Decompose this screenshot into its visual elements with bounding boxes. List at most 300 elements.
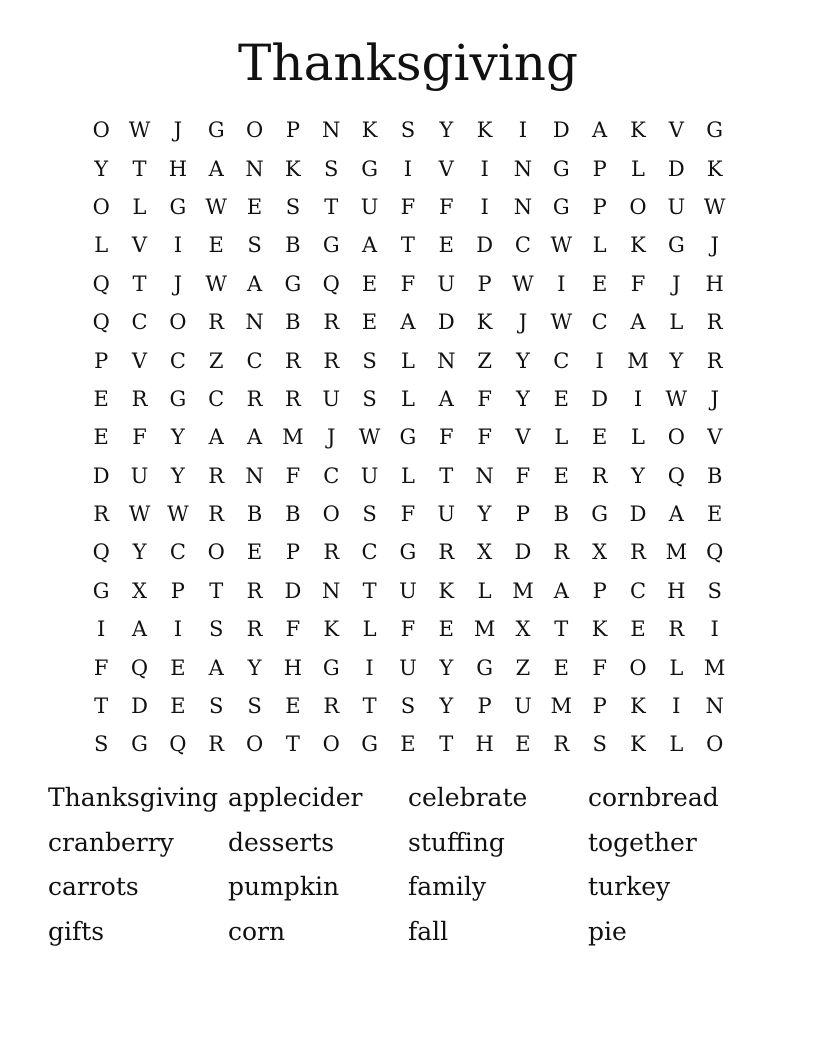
grid-letter: O: [245, 732, 264, 757]
grid-letter: M: [512, 578, 534, 603]
word-list-item: stuffing: [408, 827, 505, 857]
grid-letter: C: [131, 310, 148, 335]
grid-letter: A: [553, 578, 569, 603]
grid-letter: Y: [170, 425, 185, 450]
grid-letter: S: [400, 118, 416, 143]
word-list-item: pumpkin: [228, 872, 340, 902]
grid-letter: W: [512, 271, 534, 296]
grid-letter: Q: [92, 310, 110, 335]
grid-letter: N: [245, 156, 264, 181]
grid-letter: P: [477, 694, 492, 719]
grid-letter: I: [173, 617, 182, 642]
grid-letter: L: [477, 578, 492, 603]
grid-letter: Y: [170, 463, 185, 488]
grid-letter: D: [629, 502, 647, 527]
grid-letter: Y: [439, 655, 454, 680]
grid-letter: T: [554, 617, 569, 642]
grid-letter: E: [553, 655, 569, 680]
grid-letter: E: [246, 540, 263, 565]
grid-letter: A: [208, 156, 224, 181]
grid-letter: Y: [439, 694, 454, 719]
grid-letter: M: [473, 617, 496, 642]
grid-letter: B: [285, 233, 301, 258]
grid-letter: U: [437, 271, 456, 296]
grid-letter: H: [705, 271, 724, 296]
grid-letter: G: [322, 655, 340, 680]
grid-letter: N: [475, 463, 494, 488]
grid-letter: O: [629, 194, 647, 219]
grid-letter: T: [285, 732, 300, 757]
grid-letter: D: [667, 156, 685, 181]
grid-letter: O: [245, 118, 264, 143]
grid-letter: A: [668, 502, 684, 527]
grid-letter: K: [706, 156, 723, 181]
grid-letter: E: [553, 463, 569, 488]
grid-letter: F: [132, 425, 147, 450]
grid-letter: U: [667, 194, 686, 219]
grid-letter: D: [284, 578, 302, 603]
grid-letter: R: [323, 310, 340, 335]
grid-letter: P: [592, 156, 607, 181]
grid-letter: A: [208, 655, 224, 680]
grid-letter: U: [130, 463, 149, 488]
word-list: [48, 776, 788, 954]
grid-letter: G: [706, 118, 724, 143]
grid-letter: C: [514, 233, 531, 258]
grid-letter: R: [284, 386, 301, 411]
grid-letter: C: [169, 348, 186, 373]
grid-letter: K: [630, 694, 646, 719]
grid-letter: A: [400, 310, 416, 335]
word-list-item: fall: [408, 916, 449, 946]
grid-letter: Y: [247, 655, 262, 680]
grid-letter: S: [324, 156, 339, 181]
grid-letter: Y: [477, 502, 492, 527]
word-list-item: pie: [588, 916, 627, 946]
grid-letter: E: [591, 425, 608, 450]
grid-letter: P: [477, 271, 492, 296]
grid-letter: G: [552, 156, 570, 181]
grid-letter: W: [167, 502, 189, 527]
grid-letter: E: [438, 617, 454, 642]
word-list-item: cornbread: [588, 783, 719, 812]
grid-letter: N: [705, 694, 724, 719]
grid-letter: N: [245, 310, 264, 335]
grid-letter: J: [518, 310, 528, 335]
grid-row: [82, 457, 734, 495]
grid-letter: O: [322, 732, 340, 757]
grid-letter: J: [327, 425, 336, 450]
grid-letter: K: [476, 310, 493, 335]
word-list-item: family: [408, 872, 486, 902]
grid-letter: D: [92, 463, 110, 488]
grid-letter: Q: [169, 732, 187, 757]
grid-letter: R: [591, 463, 608, 488]
grid-letter: X: [132, 578, 147, 603]
grid-letter: U: [322, 386, 341, 411]
grid-row: [82, 226, 734, 264]
grid-letter: V: [515, 425, 531, 450]
grid-letter: K: [630, 732, 646, 757]
grid-letter: K: [591, 617, 608, 642]
grid-letter: M: [703, 655, 726, 680]
grid-letter: K: [323, 617, 340, 642]
grid-letter: V: [707, 425, 723, 450]
grid-letter: S: [400, 694, 416, 719]
grid-letter: U: [399, 655, 417, 680]
grid-letter: F: [285, 463, 301, 488]
grid-letter: W: [205, 271, 227, 296]
grid-letter: G: [667, 233, 685, 258]
grid-letter: G: [399, 425, 417, 450]
grid-letter: V: [131, 233, 148, 258]
grid-letter: F: [400, 271, 416, 296]
grid-letter: G: [131, 732, 148, 757]
grid-letter: S: [592, 732, 607, 757]
grid-letter: P: [285, 118, 300, 143]
grid-letter: R: [323, 694, 340, 719]
grid-letter: R: [284, 348, 301, 373]
grid-letter: L: [362, 617, 377, 642]
grid-row: [82, 725, 734, 763]
grid-letter: F: [438, 194, 454, 219]
grid-letter: L: [669, 732, 684, 757]
grid-letter: E: [438, 233, 454, 258]
grid-letter: A: [438, 386, 454, 411]
grid-letter: G: [476, 655, 493, 680]
grid-letter: Y: [94, 156, 109, 181]
letter-grid: [82, 111, 734, 764]
grid-letter: C: [553, 348, 570, 373]
grid-letter: M: [665, 540, 688, 565]
grid-row: [82, 687, 734, 725]
grid-letter: E: [361, 310, 378, 335]
grid-letter: V: [131, 348, 148, 373]
grid-letter: U: [399, 578, 417, 603]
grid-letter: K: [285, 156, 301, 181]
grid-letter: D: [591, 386, 609, 411]
grid-letter: E: [170, 655, 186, 680]
grid-letter: N: [513, 194, 533, 219]
grid-letter: J: [710, 386, 719, 411]
grid-letter: T: [132, 156, 147, 181]
grid-letter: E: [591, 271, 608, 296]
grid-letter: P: [592, 578, 607, 603]
grid-letter: T: [209, 578, 224, 603]
grid-letter: F: [630, 271, 646, 296]
grid-letter: E: [361, 271, 378, 296]
grid-letter: B: [553, 502, 570, 527]
grid-letter: R: [553, 540, 570, 565]
grid-letter: F: [93, 655, 109, 680]
grid-letter: Y: [516, 386, 530, 411]
grid-letter: O: [322, 502, 340, 527]
grid-letter: I: [710, 617, 719, 642]
grid-letter: R: [208, 732, 225, 757]
grid-letter: Z: [515, 655, 531, 680]
grid-letter: N: [513, 156, 533, 181]
word-list-item: turkey: [588, 872, 671, 902]
grid-letter: S: [209, 617, 224, 642]
grid-row: [82, 533, 734, 571]
grid-letter: L: [631, 425, 645, 450]
word-list-item: corn: [228, 916, 286, 946]
grid-letter: F: [592, 655, 607, 680]
grid-letter: R: [246, 617, 263, 642]
grid-letter: L: [132, 194, 147, 219]
grid-letter: G: [284, 271, 302, 296]
grid-letter: F: [477, 386, 492, 411]
grid-letter: J: [173, 118, 183, 143]
grid-row: [82, 610, 734, 648]
grid-letter: K: [438, 578, 455, 603]
grid-letter: I: [173, 233, 182, 258]
grid-letter: T: [324, 194, 339, 219]
grid-letter: C: [246, 348, 263, 373]
grid-letter: S: [247, 694, 262, 719]
grid-letter: Y: [132, 540, 147, 565]
grid-letter: F: [400, 194, 416, 219]
grid-letter: Q: [92, 271, 110, 296]
grid-letter: X: [592, 540, 608, 565]
grid-row: [82, 380, 734, 418]
grid-letter: Q: [92, 540, 110, 565]
grid-letter: V: [438, 156, 454, 181]
grid-letter: G: [92, 578, 110, 603]
grid-letter: S: [362, 348, 377, 373]
grid-letter: J: [710, 233, 719, 258]
grid-letter: I: [672, 694, 681, 719]
grid-letter: O: [629, 655, 647, 680]
grid-letter: F: [515, 463, 531, 488]
page-title: Thanksgiving: [238, 34, 578, 92]
word-list-item: Thanksgiving: [48, 783, 218, 812]
grid-letter: E: [170, 694, 186, 719]
grid-letter: R: [668, 617, 685, 642]
grid-letter: I: [633, 386, 643, 411]
grid-row: [82, 495, 734, 533]
grid-letter: S: [93, 732, 109, 757]
grid-letter: F: [477, 425, 492, 450]
grid-letter: R: [438, 540, 455, 565]
grid-letter: E: [93, 386, 109, 411]
grid-letter: T: [94, 694, 109, 719]
grid-letter: R: [208, 310, 225, 335]
grid-letter: A: [361, 233, 378, 258]
grid-letter: K: [476, 118, 493, 143]
grid-letter: P: [515, 502, 531, 527]
grid-letter: O: [92, 118, 110, 143]
grid-letter: W: [665, 386, 688, 411]
grid-letter: Z: [477, 348, 492, 373]
grid-letter: P: [592, 694, 607, 719]
grid-letter: B: [285, 310, 301, 335]
grid-letter: L: [669, 655, 684, 680]
grid-letter: D: [514, 540, 532, 565]
grid-letter: E: [400, 732, 416, 757]
grid-letter: G: [169, 386, 187, 411]
grid-letter: R: [706, 348, 723, 373]
grid-letter: C: [169, 540, 186, 565]
grid-letter: R: [208, 463, 225, 488]
word-list-item: carrots: [48, 872, 139, 902]
grid-letter: L: [669, 310, 684, 335]
grid-letter: Y: [439, 118, 454, 143]
grid-letter: T: [439, 732, 454, 757]
grid-letter: E: [553, 386, 569, 411]
grid-letter: O: [169, 310, 187, 335]
grid-letter: H: [283, 655, 303, 680]
grid-letter: G: [361, 732, 378, 757]
grid-letter: T: [400, 233, 415, 258]
grid-letter: H: [475, 732, 494, 757]
grid-letter: X: [477, 540, 493, 565]
grid-letter: E: [515, 732, 531, 757]
grid-letter: F: [400, 617, 416, 642]
grid-letter: O: [92, 194, 110, 219]
grid-letter: L: [400, 348, 415, 373]
word-list-item: gifts: [48, 916, 105, 946]
grid-letter: W: [128, 118, 151, 143]
grid-letter: A: [131, 617, 148, 642]
grid-letter: B: [706, 463, 723, 488]
grid-letter: X: [515, 617, 531, 642]
grid-letter: U: [360, 463, 379, 488]
grid-letter: U: [360, 194, 379, 219]
grid-letter: W: [703, 194, 726, 219]
grid-letter: W: [358, 425, 381, 450]
grid-letter: B: [246, 502, 263, 527]
grid-letter: S: [707, 578, 722, 603]
grid-letter: R: [131, 386, 148, 411]
grid-letter: H: [667, 578, 686, 603]
grid-letter: Z: [208, 348, 224, 373]
grid-letter: I: [518, 118, 528, 143]
grid-letter: A: [630, 310, 646, 335]
grid-letter: G: [169, 194, 187, 219]
grid-row: [82, 265, 734, 303]
grid-letter: T: [362, 578, 377, 603]
grid-letter: D: [552, 118, 570, 143]
grid-row: [82, 341, 734, 379]
grid-letter: S: [362, 386, 377, 411]
grid-letter: L: [631, 156, 645, 181]
word-list-item: desserts: [228, 827, 335, 857]
grid-letter: K: [630, 118, 646, 143]
grid-letter: K: [630, 233, 646, 258]
grid-letter: I: [403, 156, 413, 181]
grid-row: [82, 418, 734, 456]
grid-letter: L: [94, 233, 109, 258]
grid-letter: Q: [706, 540, 724, 565]
grid-row: [82, 648, 734, 686]
grid-letter: E: [630, 617, 646, 642]
grid-letter: I: [97, 617, 106, 642]
grid-letter: C: [629, 578, 647, 603]
grid-letter: W: [128, 502, 151, 527]
grid-letter: R: [93, 502, 110, 527]
grid-letter: L: [592, 233, 607, 258]
grid-letter: E: [93, 425, 109, 450]
grid-letter: I: [480, 156, 489, 181]
grid-letter: L: [400, 463, 415, 488]
grid-letter: E: [285, 694, 301, 719]
grid-letter: F: [400, 502, 416, 527]
grid-letter: R: [706, 310, 723, 335]
grid-letter: Q: [667, 463, 685, 488]
grid-letter: W: [205, 194, 227, 219]
grid-letter: S: [247, 233, 262, 258]
grid-letter: R: [246, 578, 263, 603]
grid-letter: Q: [322, 271, 340, 296]
grid-letter: R: [553, 732, 570, 757]
grid-letter: Y: [669, 348, 684, 373]
grid-letter: N: [322, 578, 341, 603]
grid-letter: J: [672, 271, 681, 296]
grid-letter: C: [591, 310, 608, 335]
grid-letter: O: [706, 732, 724, 757]
grid-letter: C: [361, 540, 378, 565]
grid-letter: T: [362, 694, 377, 719]
grid-letter: M: [627, 348, 649, 373]
grid-letter: W: [550, 310, 573, 335]
grid-letter: I: [365, 655, 374, 680]
grid-letter: C: [208, 386, 225, 411]
grid-letter: U: [514, 694, 532, 719]
word-list-item: cranberry: [48, 827, 174, 857]
grid-letter: F: [285, 617, 301, 642]
grid-letter: Q: [130, 655, 149, 680]
grid-letter: P: [285, 540, 300, 565]
grid-letter: F: [438, 425, 454, 450]
grid-letter: K: [361, 118, 378, 143]
grid-row: [82, 303, 734, 341]
grid-letter: G: [361, 156, 378, 181]
grid-letter: L: [400, 386, 415, 411]
grid-letter: E: [707, 502, 723, 527]
grid-letter: W: [550, 233, 573, 258]
grid-letter: E: [246, 194, 263, 219]
grid-row: [82, 149, 734, 187]
grid-letter: Y: [516, 348, 530, 373]
grid-letter: C: [323, 463, 340, 488]
grid-letter: S: [209, 694, 224, 719]
grid-letter: G: [207, 118, 225, 143]
grid-letter: E: [208, 233, 224, 258]
grid-letter: G: [591, 502, 609, 527]
grid-letter: M: [550, 694, 573, 719]
grid-letter: A: [592, 118, 608, 143]
grid-letter: R: [323, 348, 340, 373]
grid-letter: V: [668, 118, 684, 143]
grid-letter: B: [285, 502, 301, 527]
word-list-item: together: [588, 827, 697, 857]
grid-letter: H: [168, 156, 188, 181]
grid-letter: Y: [631, 463, 645, 488]
grid-letter: L: [554, 425, 569, 450]
grid-letter: G: [552, 194, 570, 219]
grid-letter: I: [595, 348, 604, 373]
grid-letter: T: [132, 271, 147, 296]
grid-letter: I: [557, 271, 566, 296]
grid-letter: S: [285, 194, 301, 219]
grid-letter: U: [437, 502, 456, 527]
grid-letter: D: [131, 694, 148, 719]
word-list-item: celebrate: [408, 783, 528, 812]
grid-letter: R: [630, 540, 646, 565]
grid-row: [82, 188, 734, 226]
grid-letter: A: [246, 271, 263, 296]
